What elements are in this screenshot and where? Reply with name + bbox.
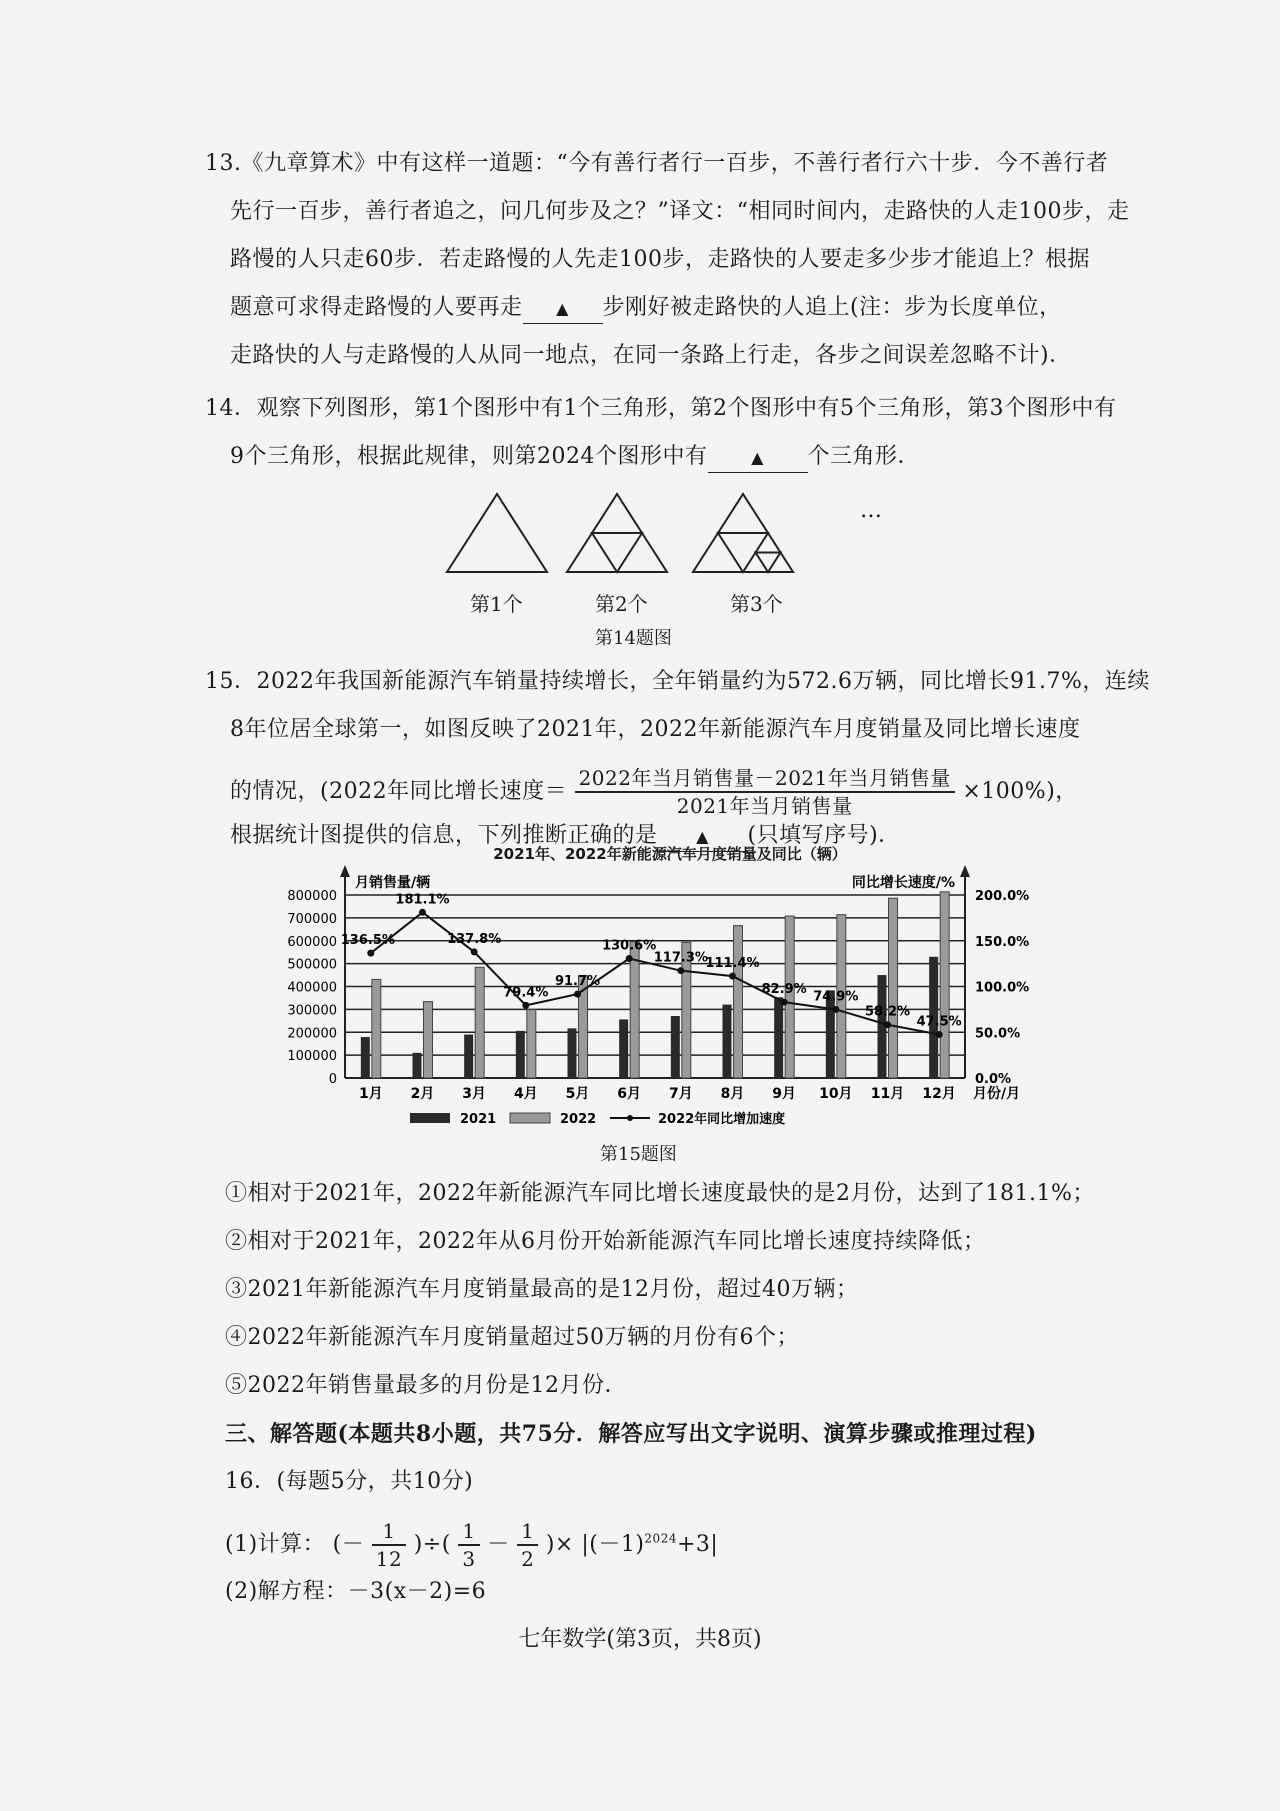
expr-open: (－: [332, 1532, 365, 1557]
q14-answer-blank[interactable]: [708, 443, 808, 473]
legend-point-growth: [627, 1115, 633, 1121]
growth-point: [936, 1031, 943, 1038]
bar-2021: [671, 1016, 680, 1078]
figure-1-triangle: [447, 494, 547, 572]
expr-exponent: 2024: [644, 1531, 677, 1546]
q16-part1: [225, 1518, 718, 1572]
q14-label-1: 第1个: [470, 592, 523, 616]
growth-data-label: 58.2%: [864, 1004, 911, 1020]
growth-data-label: 181.1%: [395, 892, 450, 908]
q16-part1-label: (1)计算：: [225, 1532, 326, 1557]
section-3-heading: 三、解答题(本题共8小题，共75分．解答应写出文字说明、演算步骤或推理过程): [225, 1421, 1037, 1447]
q16-part2: (2)解方程：－3(x－2)=6: [225, 1579, 487, 1604]
x-tick-label: 9月: [772, 1086, 797, 1102]
legend-swatch-2022: [510, 1113, 550, 1123]
figure-2-triangles: [567, 494, 667, 572]
q14-caption: 第14题图: [595, 628, 672, 649]
x-tick-label: 1月: [358, 1086, 383, 1102]
figure-3-triangles: [693, 494, 793, 572]
q15-option-5: ⑤2022年销售量最多的月份是12月份．: [225, 1373, 627, 1398]
q13-line2: 先行一百步，善行者追之，问几何步及之？”译文：“相同时间内，走路快的人走100步，走: [230, 199, 1130, 224]
expr-abs-end: +3|: [676, 1532, 719, 1557]
q13-line4: [230, 294, 1062, 324]
expr-mul: )×: [545, 1532, 574, 1557]
bar-2021: [723, 1005, 732, 1078]
bar-2022: [372, 979, 381, 1078]
expr-minus: －: [487, 1532, 510, 1557]
bar-2022: [630, 942, 639, 1078]
q15-option-3: ③2021年新能源汽车月度销量最高的是12月份，超过40万辆；: [225, 1277, 859, 1302]
legend-label-growth: 2022年同比增加速度: [658, 1112, 786, 1127]
expr-abs: |(－1): [581, 1532, 645, 1557]
bar-2022: [527, 1010, 536, 1078]
x-tick-label: 11月: [870, 1086, 905, 1102]
bar-2021: [464, 1035, 473, 1078]
q15-line3: [230, 765, 1078, 819]
bar-2022: [424, 1002, 433, 1078]
growth-data-label: 74.9%: [813, 989, 859, 1005]
q13-answer-blank[interactable]: [523, 294, 603, 324]
y2-tick-label: 200.0%: [975, 889, 1030, 904]
bar-2021: [413, 1053, 422, 1078]
triangle-icon: ▲: [696, 827, 709, 846]
bar-2021: [619, 1019, 628, 1078]
y-tick-label: 500000: [287, 957, 337, 973]
growth-data-label: 79.4%: [503, 985, 549, 1001]
frac-num: 1: [458, 1518, 479, 1546]
y2-tick-label: 50.0%: [975, 1026, 1021, 1042]
chart-title: 2021年、2022年新能源汽车月度销量及同比（辆）: [493, 845, 847, 863]
growth-data-label: 117.3%: [653, 950, 708, 966]
y-tick-label: 100000: [287, 1049, 337, 1065]
q14-ellipsis: …: [860, 498, 882, 523]
q14-line2: [230, 443, 920, 473]
growth-data-label: 130.6%: [602, 938, 657, 954]
y2-tick-label: 150.0%: [975, 934, 1030, 950]
frac-den: 12: [375, 1547, 403, 1571]
q15-caption: 第15题图: [600, 1144, 677, 1165]
legend-label-2021: 2021: [460, 1112, 497, 1127]
growth-data-label: 137.8%: [447, 931, 502, 947]
q14-line1: 14．观察下列图形，第1个图形中有1个三角形，第2个图形中有5个三角形，第3个图形中有: [205, 396, 1117, 421]
q14-label-2: 第2个: [595, 592, 648, 616]
triangle-icon: ▲: [751, 448, 764, 467]
q13-line5: 走路快的人与走路慢的人从同一地点，在同一条路上行走，各步之间误差忽略不计)．: [230, 343, 1072, 368]
growth-point: [522, 1002, 529, 1009]
x-tick-label: 12月: [922, 1086, 956, 1102]
bar-2022: [940, 892, 949, 1078]
y2-tick-label: 0.0%: [975, 1072, 1012, 1087]
y-tick-label: 200000: [287, 1026, 337, 1042]
bar-2021: [568, 1028, 577, 1078]
growth-line: [371, 912, 939, 1034]
q15-line4b: (只填写序号)．: [747, 823, 901, 848]
y-tick-label: 300000: [287, 1003, 337, 1019]
q13-line4a: 题意可求得走路慢的人要再走: [230, 295, 523, 320]
growth-data-label: 82.9%: [761, 982, 807, 998]
x-tick-label: 7月: [668, 1086, 693, 1102]
expr-div: )÷(: [413, 1532, 451, 1557]
legend-label-2022: 2022: [560, 1112, 597, 1127]
y-axis-arrow: [340, 865, 350, 877]
growth-point: [729, 973, 736, 980]
y-tick-label: 700000: [287, 911, 337, 927]
bar-2022: [889, 898, 898, 1078]
y-tick-label: 0: [328, 1072, 337, 1087]
growth-point: [781, 999, 788, 1006]
fraction-1-3: [458, 1518, 479, 1572]
q15-line1: 15．2022年我国新能源汽车销量持续增长，全年销量约为572.6万辆，同比增长91.7%，连续: [205, 669, 1150, 694]
frac-den: 3: [462, 1547, 476, 1571]
bar-2022: [734, 926, 743, 1078]
q15-line4a: 根据统计图提供的信息，下列推断正确的是: [230, 823, 658, 848]
page-footer: 七年数学(第3页，共8页): [518, 1627, 762, 1652]
sales-chart: [250, 860, 1050, 1130]
bar-2022: [475, 967, 484, 1078]
triangle-icon: ▲: [556, 299, 569, 318]
growth-data-label: 91.7%: [554, 974, 601, 990]
growth-data-label: 136.5%: [340, 933, 395, 949]
q14-label-3: 第3个: [730, 592, 783, 616]
fraction-numerator: 2022年当月销售量－2021年当月销售量: [575, 765, 955, 793]
y2-tick-label: 100.0%: [975, 980, 1030, 996]
growth-formula-fraction: [575, 765, 955, 819]
x-tick-label: 3月: [462, 1086, 487, 1102]
y-tick-label: 400000: [287, 980, 337, 996]
x-tick-label: 6月: [617, 1086, 642, 1102]
bar-2021: [361, 1037, 370, 1078]
growth-point: [471, 948, 478, 955]
fraction-denominator: 2021年当月销售量: [676, 794, 853, 818]
growth-data-label: 47.5%: [916, 1014, 962, 1030]
y2-axis-arrow: [960, 865, 970, 877]
q13-line1: 13.《九章算术》中有这样一道题：“今有善行者行一百步，不善行者行六十步．今不善行者: [205, 151, 1109, 176]
growth-point: [626, 955, 633, 962]
growth-point: [832, 1006, 839, 1013]
x-tick-label: 4月: [513, 1086, 538, 1102]
q16-title: 16．(每题5分，共10分): [225, 1469, 474, 1494]
q15-option-4: ④2022年新能源汽车月度销量超过50万辆的月份有6个；: [225, 1325, 799, 1350]
q13-line3: 路慢的人只走60步．若走路慢的人先走100步，走路快的人要走多少步才能追上？根据: [230, 247, 1090, 272]
frac-num: 1: [517, 1518, 538, 1546]
q14-line2b: 个三角形．: [807, 444, 921, 469]
growth-data-label: 111.4%: [705, 956, 760, 972]
y-tick-label: 600000: [287, 934, 337, 950]
x-tick-label: 5月: [565, 1086, 590, 1102]
q15-line3b: ×100%)，: [962, 779, 1078, 804]
y-tick-label: 800000: [287, 889, 337, 904]
q13-line4b: 步刚好被走路快的人追上(注：步为长度单位，: [602, 295, 1062, 320]
growth-point: [367, 950, 374, 957]
x-tick-label: 2月: [410, 1086, 435, 1102]
y2-axis-label: 同比增长速度/%: [851, 875, 955, 891]
q14-line2a: 9个三角形，根据此规律，则第2024个图形中有: [230, 444, 708, 469]
frac-num: 1: [372, 1518, 406, 1546]
growth-point: [884, 1021, 891, 1028]
x-axis-label: 月份/月: [973, 1086, 1021, 1102]
x-tick-label: 10月: [819, 1086, 853, 1102]
q15-option-2: ②相对于2021年，2022年从6月份开始新能源汽车同比增长速度持续降低；: [225, 1229, 986, 1254]
y-axis-label: 月销售量/辆: [355, 875, 431, 891]
bar-2021: [516, 1031, 525, 1078]
fraction-1-2: [517, 1518, 538, 1572]
q15-line2: 8年位居全球第一，如图反映了2021年，2022年新能源汽车月度销量及同比增长速度: [230, 717, 1081, 742]
x-tick-label: 8月: [720, 1086, 745, 1102]
growth-point: [419, 909, 426, 916]
q15-line3a: 的情况，(2022年同比增长速度＝: [230, 779, 568, 804]
legend-swatch-2021: [410, 1113, 450, 1123]
q14-figure: [440, 490, 820, 580]
fraction-1-12: [372, 1518, 406, 1572]
frac-den: 2: [521, 1547, 535, 1571]
growth-point: [677, 967, 684, 974]
bar-2021: [774, 997, 783, 1078]
q15-option-1: ①相对于2021年，2022年新能源汽车同比增长速度最快的是2月份，达到了181.1%；: [225, 1181, 1095, 1206]
growth-point: [574, 991, 581, 998]
